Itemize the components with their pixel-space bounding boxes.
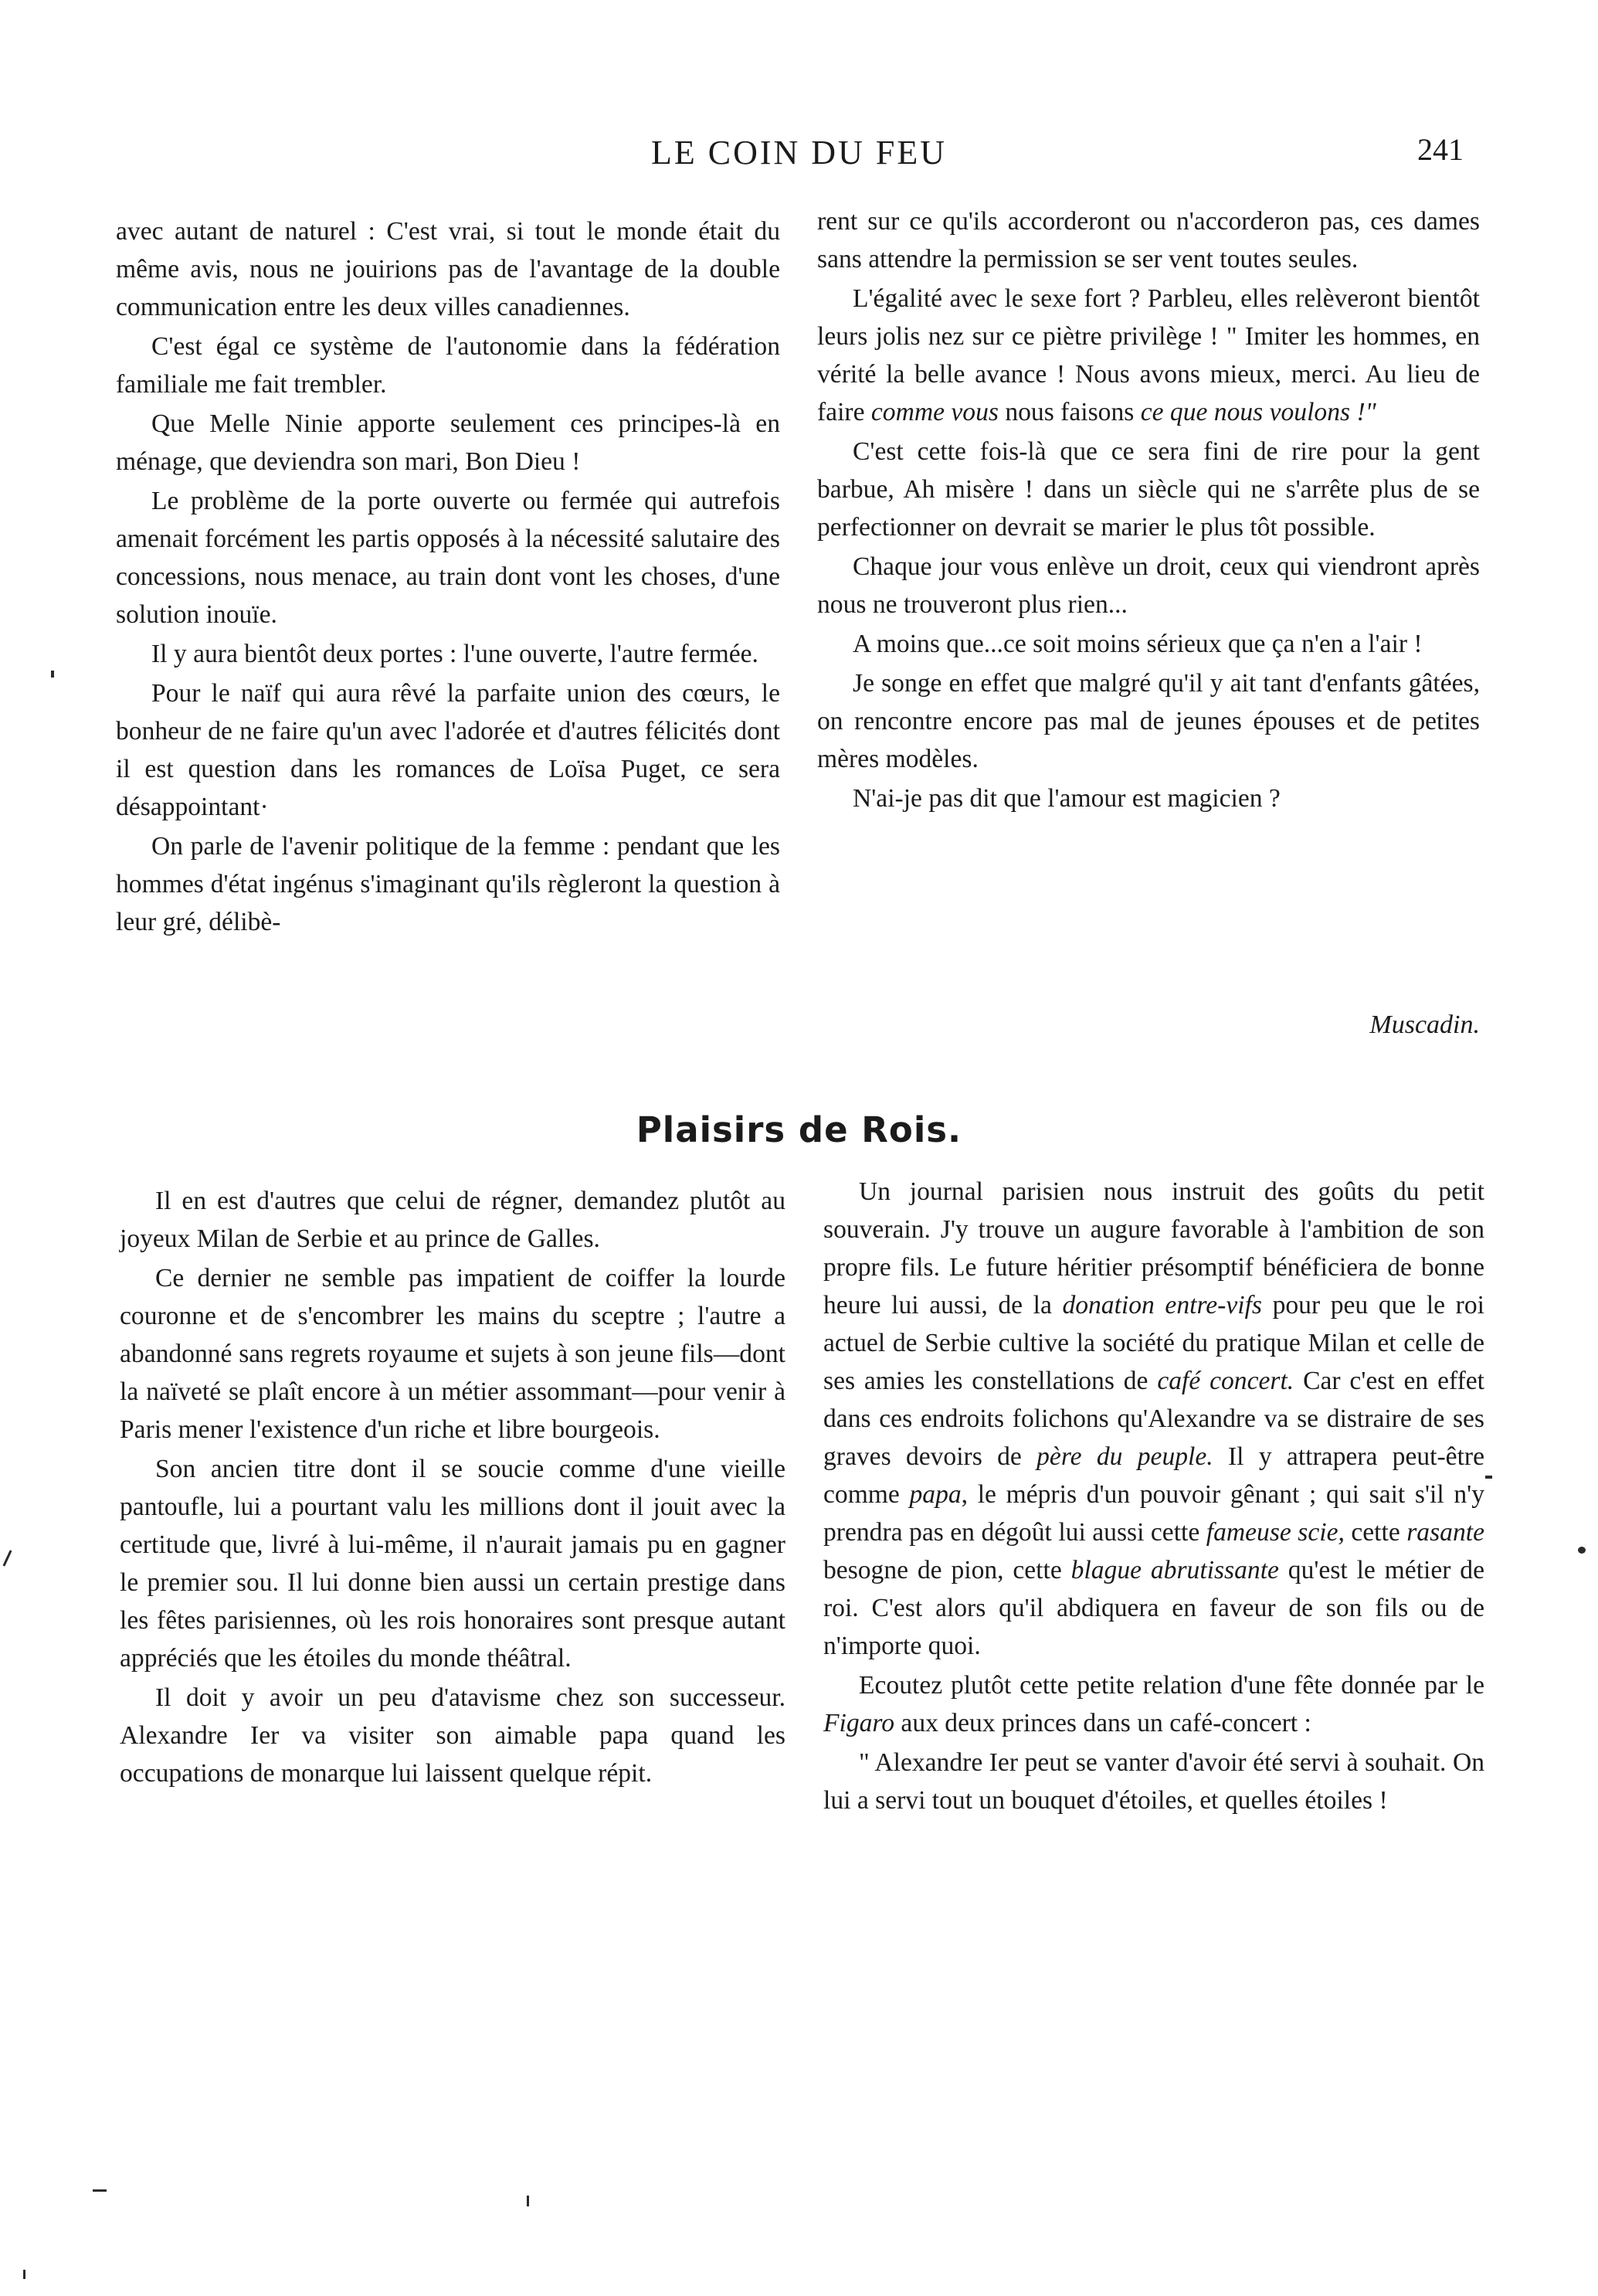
scan-speck — [2, 1550, 12, 1566]
paragraph — [817, 280, 1480, 431]
text-run: , le mépris d'un pouvoir gênant ; qui sait s'il n'y prendra pas en dégoût lui aussi cette — [823, 1480, 1484, 1547]
paragraph: Chaque jour vous enlève un droit, ceux qui viendront après nous ne trouveront plus rien... — [817, 552, 1480, 619]
text-run: qu'est le métier de roi. C'est alors qu'il abdiquera en faveur de son fils ou de n'importe quoi. — [823, 1556, 1485, 1660]
scan-speck — [1485, 1476, 1492, 1479]
page-number: 241 — [1417, 132, 1464, 167]
article2-left-column — [120, 1182, 785, 1794]
article2-right-column — [823, 1173, 1484, 1821]
paragraph: rent sur ce qu'ils accorderont ou n'accorderon pas, ces dames sans attendre la permission se ser vent toutes seules. — [817, 207, 1480, 273]
paragraph: Que Melle Ninie apporte seulement ces principes-là en ménage, que deviendra son mari, Bon Dieu ! — [116, 409, 780, 476]
paragraph — [823, 1173, 1484, 1665]
scan-speck — [93, 2189, 107, 2192]
italic-text: ce que nous voulons !" — [1140, 398, 1376, 426]
paragraph: Pour le naïf qui aura rêvé la parfaite union des cœurs, le bonheur de ne faire qu'un avec l'adorée et d'autres félicités dont il est question dans les romances de Loïsa Puget, ce sera désappointant· — [116, 679, 780, 821]
italic-text: rasante — [1406, 1518, 1484, 1547]
italic-text: Figaro — [823, 1709, 895, 1737]
scan-speck — [527, 2196, 529, 2206]
text-run: Un journal parisien nous instruit des goûts du petit souverain. J'y trouve un augure favorable à l'ambition de son propre fils. Le future héritier présomptif bénéficiera de bonne heure lui aussi, de la — [823, 1177, 1484, 1320]
paragraph: C'est égal ce système de l'autonomie dans la fédération familiale me fait trembler. — [116, 332, 780, 399]
text-run: aux deux princes dans un café-concert : — [894, 1709, 1311, 1737]
scan-speck — [51, 671, 54, 678]
article1-left-column — [116, 212, 780, 943]
paragraph: N'ai-je pas dit que l'amour est magicien ? — [853, 784, 1281, 813]
scan-speck — [1578, 1547, 1586, 1554]
running-title: LE COIN DU FEU — [651, 134, 947, 172]
italic-text: café concert. — [1157, 1367, 1294, 1395]
text-run: pour peu que le roi actuel de Serbie cultive la société du pratique Milan et celle de ses amies les constellations de — [823, 1291, 1484, 1395]
text-run: Car c'est en effet dans ces endroits folichons qu'Alexandre va se distraire de ses graves devoirs de — [823, 1367, 1484, 1471]
author-signature: Muscadin. — [1369, 1010, 1480, 1039]
text-run: Il y attrapera peut-être comme — [823, 1442, 1484, 1509]
paragraph: On parle de l'avenir politique de la femme : pendant que les hommes d'état ingénus s'imaginant qu'ils règleront la question à leur gré, délibè- — [116, 832, 780, 936]
scan-speck — [23, 2270, 25, 2279]
italic-text: donation entre-vifs — [1062, 1291, 1262, 1320]
paragraph: Je songe en effet que malgré qu'il y ait tant d'enfants gâtées, on rencontre encore pas mal de jeunes épouses et de petites mères modèles. — [817, 669, 1480, 773]
text-run: cette — [1344, 1518, 1407, 1547]
paragraph: Il doit y avoir un peu d'atavisme chez son successeur. Alexandre Ier va visiter son aimable papa quand les occupations de monarque lui laissent quelque répit. — [120, 1683, 785, 1788]
italic-text: comme vous — [870, 398, 999, 426]
paragraph: Son ancien titre dont il se soucie comme d'une vieille pantoufle, lui a pourtant valu les millions dont il jouit avec la certitude que, livré à lui-même, il n'aurait jamais pu en gagner le premier sou. Il lui donne bien aussi un certain prestige dans les fêtes parisiennes, où les rois honoraires sont presque autant appréciés que les étoiles du monde théâtral. — [120, 1455, 785, 1673]
italic-text: papa — [909, 1480, 962, 1509]
section-title: Plaisirs de Rois. — [636, 1109, 962, 1150]
paragraph: Ce dernier ne semble pas impatient de coiffer la lourde couronne et de s'encombrer les mains du sceptre ; l'autre a abandonné sans regrets royaume et sujets à son jeune fils—dont la naïveté se plaît encore à un métier assommant—pour venir à Paris mener l'existence d'un riche et libre bourgeois. — [120, 1264, 785, 1444]
text-run: Ecoutez plutôt cette petite relation d'une fête donnée par le — [859, 1671, 1484, 1700]
paragraph: Le problème de la porte ouverte ou fermée qui autrefois amenait forcément les partis opposés à la nécessité salutaire des concessions, nous menace, au train dont vont les choses, d'une solution inouïe. — [116, 487, 780, 629]
paragraph: C'est cette fois-là que ce sera fini de rire pour la gent barbue, Ah misère ! dans un siècle qui ne s'arrête plus de se perfectionner on devrait se marier le plus tôt possible. — [817, 437, 1480, 542]
italic-text: blague abrutissante — [1070, 1556, 1279, 1584]
paragraph — [823, 1666, 1484, 1742]
text-run: besogne de pion, cette — [823, 1556, 1071, 1584]
paragraph: Il y aura bientôt deux portes : l'une ouverte, l'autre fermée. — [151, 640, 758, 668]
text-run: nous faisons — [998, 398, 1141, 426]
paragraph: " Alexandre Ier peut se vanter d'avoir été servi à souhait. On lui a servi tout un bouquet d'étoiles, et quelles étoiles ! — [823, 1748, 1484, 1815]
article1-right-column — [817, 202, 1480, 819]
paragraph: A moins que...ce soit moins sérieux que ça n'en a l'air ! — [853, 630, 1423, 658]
text-run: L'égalité avec le sexe fort ? Parbleu, elles relèveront bientôt leurs jolis nez sur ce piètre privilège ! " Imiter les hommes, en vérité la belle avance ! Nous avons mieux, merci. Au lieu de faire — [817, 284, 1480, 426]
italic-text: fameuse scie, — [1206, 1518, 1345, 1547]
paragraph: Il en est d'autres que celui de régner, demandez plutôt au joyeux Milan de Serbie et au prince de Galles. — [120, 1187, 785, 1253]
paragraph: avec autant de naturel : C'est vrai, si tout le monde était du même avis, nous ne jouirions pas de l'avantage de la double communication entre les deux villes canadiennes. — [116, 217, 780, 321]
italic-text: père du peuple. — [1036, 1442, 1213, 1471]
